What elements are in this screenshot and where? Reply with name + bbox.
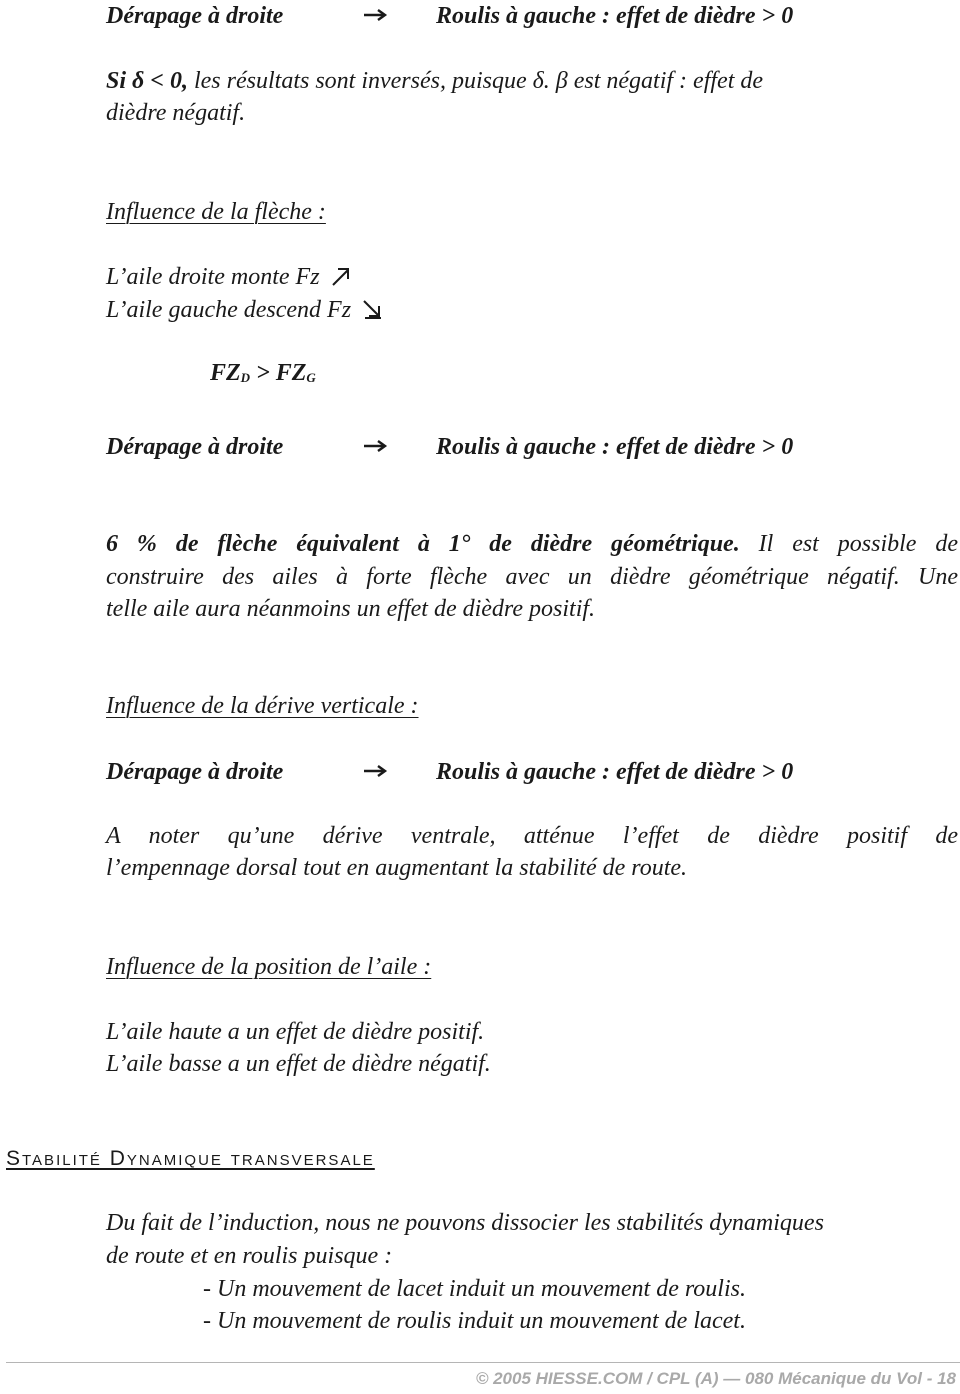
right-arrow-icon [363, 439, 389, 453]
fin-cause: Dérapage à droite [106, 759, 284, 785]
inversion-text: les résultats sont inversés, puisque δ. β est négatif : effet de [187, 68, 764, 94]
fin-text-line-1: A noter qu’une dérive ventrale, atténue l’effet de dièdre positif de [106, 823, 958, 849]
dynamic-line-2: de route et en roulis puisque : [106, 1243, 393, 1269]
south-east-arrow-icon [361, 298, 383, 320]
fz-right-wing: FZ [210, 360, 241, 386]
fz-operator: > [250, 360, 276, 386]
cause-line-1 [106, 0, 283, 32]
inversion-line-1 [106, 65, 763, 97]
sweep-text-line-3: telle aile aura néanmoins un effet de dièdre positif. [106, 596, 596, 622]
fz-right-sub: D [240, 370, 251, 385]
sweep-rule: 6 % de flèche équivalent à 1° de dièdre géométrique. [106, 531, 740, 557]
right-wing-line [106, 261, 352, 293]
footer-divider [6, 1362, 960, 1363]
right-arrow-icon [363, 764, 389, 778]
fz-left-wing: FZ [275, 360, 307, 386]
right-arrow-icon [363, 8, 389, 22]
lift-comparison [210, 360, 316, 387]
effect-text: Roulis à gauche : effet de dièdre > 0 [436, 3, 794, 29]
bullet-item: - Un mouvement de lacet induit un mouvement de roulis. [203, 1276, 746, 1302]
page-footer: © 2005 HIESSE.COM / CPL (A) — 080 Mécanique du Vol - 18 [475, 1369, 956, 1388]
fin-heading: Influence de la dérive verticale : [106, 693, 419, 719]
left-wing-line [106, 294, 383, 326]
sweep-effect: Roulis à gauche : effet de dièdre > 0 [436, 434, 794, 460]
dynamic-line-1: Du fait de l’induction, nous ne pouvons dissocier les stabilités dynamiques [106, 1210, 824, 1236]
sweep-cause: Dérapage à droite [106, 434, 284, 460]
inversion-condition: Si δ < 0, [106, 68, 188, 94]
left-wing-text: L’aile gauche descend Fz [106, 297, 352, 323]
wing-position-heading: Influence de la position de l’aile : [106, 954, 432, 980]
low-wing-line: L’aile basse a un effet de dièdre négatif. [106, 1051, 491, 1077]
fin-effect: Roulis à gauche : effet de dièdre > 0 [436, 759, 794, 785]
fin-text-line-2: l’empennage dorsal tout en augmentant la stabilité de route. [106, 855, 688, 881]
north-east-arrow-icon [330, 265, 352, 287]
effect-line-1 [436, 0, 793, 32]
high-wing-line: L’aile haute a un effet de dièdre positif. [106, 1019, 485, 1045]
fz-left-sub: G [306, 370, 316, 385]
inversion-line-2: dièdre négatif. [106, 100, 246, 126]
sweep-heading: Influence de la flèche : [106, 199, 326, 225]
sweep-text-rest: Il est possible de [739, 531, 958, 557]
section-title: Stabilité Dynamique transversale [6, 1147, 375, 1170]
right-wing-text: L’aile droite monte Fz [106, 264, 320, 290]
bullet-item: - Un mouvement de roulis induit un mouvement de lacet. [203, 1308, 746, 1334]
cause-text: Dérapage à droite [106, 3, 284, 29]
sweep-text-line-2: construire des ailes à forte flèche avec un dièdre géométrique négatif. Une [106, 564, 958, 590]
sweep-text-line-1 [106, 528, 958, 560]
